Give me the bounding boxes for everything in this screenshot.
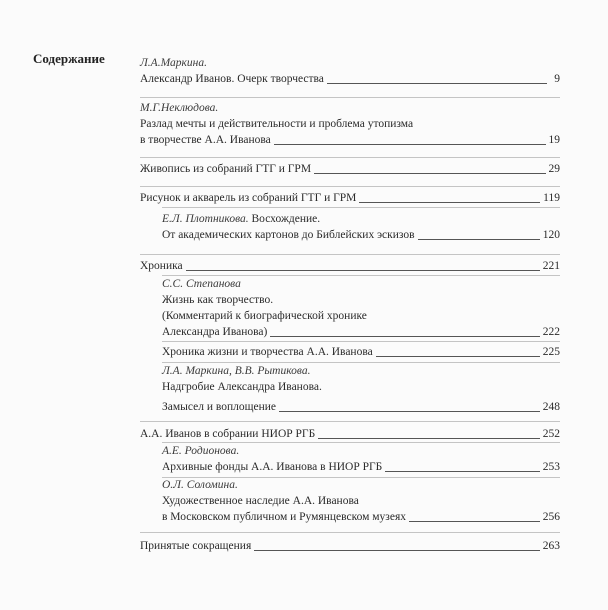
toc-entry-title: в Московском публичном и Румянцевском музеях: [162, 511, 406, 523]
toc-entry[interactable]: [140, 538, 560, 554]
toc-entry-title: А.А. Иванов в собрании НИОР РГБ: [140, 428, 316, 440]
toc-entry[interactable]: [162, 344, 560, 360]
toc-entry-page: 248: [542, 401, 560, 413]
toc-entry-page: 222: [542, 326, 560, 338]
leader-line: [327, 83, 547, 84]
toc-entry-author: С.С. Степанова: [162, 278, 241, 290]
toc-entry-title: в творчестве А.А. Иванова: [140, 134, 271, 146]
toc-entry-author: О.Л. Соломина.: [162, 479, 238, 491]
contents-heading: Содержание: [33, 51, 105, 66]
leader-line: [385, 471, 539, 472]
toc-entry-row: [140, 258, 560, 274]
toc-entry-author: Е.Л. Плотникова.: [162, 213, 249, 225]
toc-entry-author: Л.А.Маркина.: [140, 57, 207, 69]
leader-line: [314, 173, 545, 174]
toc-entry-title: Александр Иванов. Очерк творчества: [140, 73, 324, 85]
toc-entry-page: 256: [542, 511, 560, 523]
toc-entry-page: 252: [542, 428, 560, 440]
toc-entry-row: [140, 71, 560, 87]
section-divider: [140, 97, 560, 98]
toc-entry-title: Принятые сокращения: [140, 540, 252, 552]
toc-entry-page: 225: [542, 346, 560, 358]
toc-entry-author: М.Г.Неклюдова.: [140, 102, 219, 114]
leader-line: [274, 144, 546, 145]
toc-entry-page: 221: [542, 260, 560, 272]
toc-entry-title-line: (Комментарий к биографической хронике: [162, 310, 367, 322]
toc-entry[interactable]: [162, 363, 560, 415]
toc-entry-page: 9: [554, 73, 560, 85]
section-divider: [140, 157, 560, 158]
section-divider: [140, 532, 560, 533]
toc-entry-page: 253: [542, 461, 560, 473]
section-divider: [140, 186, 560, 187]
section-divider: [140, 421, 560, 422]
toc-entry[interactable]: [140, 100, 560, 148]
toc-entry-row: [140, 426, 560, 442]
toc-entry-row: [140, 538, 560, 554]
toc-entry[interactable]: [140, 258, 560, 274]
toc-entry-title-line: Разлад мечты и действительности и проблема утопизма: [140, 118, 414, 130]
toc-entry-title: Замысел и воплощение: [162, 401, 276, 413]
toc-entry[interactable]: [162, 443, 560, 475]
leader-line: [279, 411, 540, 412]
toc-entry-title-line: От академических картонов до Библейских эскизов: [162, 229, 415, 241]
leader-line: [418, 239, 540, 240]
toc-entry-title: Рисунок и акварель из собраний ГТГ и ГРМ: [140, 192, 357, 204]
leader-line: [359, 202, 540, 203]
toc-entry-title-line: Жизнь как творчество.: [162, 294, 274, 306]
toc-entry-page: 120: [542, 229, 560, 241]
toc-entry-title: Хроника жизни и творчества А.А. Иванова: [162, 346, 373, 358]
toc-entry-row: [162, 344, 560, 360]
toc-entry-title-line: Надгробие Александра Иванова.: [162, 381, 322, 393]
toc-entry[interactable]: [140, 161, 560, 177]
toc-entry-row: [140, 161, 560, 177]
toc-entry-row: [140, 132, 560, 148]
leader-line: [254, 550, 540, 551]
toc-entry[interactable]: [140, 190, 560, 206]
toc-entry-title: Александра Иванова): [162, 326, 268, 338]
toc-entry[interactable]: [140, 55, 560, 87]
table-of-contents: [140, 0, 560, 610]
subsection-divider: [162, 341, 560, 342]
toc-entry-page: 263: [542, 540, 560, 552]
toc-entry-title: Живопись из собраний ГТГ и ГРМ: [140, 163, 312, 175]
toc-entry[interactable]: [140, 426, 560, 442]
toc-entry-title: Архивные фонды А.А. Иванова в НИОР РГБ: [162, 461, 383, 473]
toc-entry-row: [162, 399, 560, 415]
toc-entry-row: [140, 190, 560, 206]
toc-entry-page: 119: [543, 192, 560, 204]
toc-entry-title-line: [162, 211, 560, 227]
toc-entry[interactable]: [162, 477, 560, 525]
leader-line: [409, 521, 540, 522]
toc-entry[interactable]: [162, 211, 560, 243]
subsection-divider: [162, 207, 560, 208]
toc-entry-title-line: Художественное наследие А.А. Иванова: [162, 495, 359, 507]
toc-entry-row: [162, 324, 560, 340]
toc-entry-page: 19: [548, 134, 560, 146]
toc-entry-page: 29: [548, 163, 560, 175]
leader-line: [186, 270, 540, 271]
toc-entry-row: [162, 227, 560, 243]
leader-line: [376, 356, 540, 357]
toc-entry-row: [162, 459, 560, 475]
toc-entry-author: А.Е. Родионова.: [162, 445, 240, 457]
leader-line: [270, 336, 539, 337]
toc-entry[interactable]: [162, 276, 560, 340]
leader-line: [318, 438, 540, 439]
toc-entry-title: Хроника: [140, 260, 183, 272]
toc-entry-row: [162, 509, 560, 525]
section-divider: [140, 254, 560, 255]
toc-entry-author: Л.А. Маркина, В.В. Рытикова.: [162, 365, 311, 377]
toc-entry-title: Восхождение.: [251, 213, 321, 225]
